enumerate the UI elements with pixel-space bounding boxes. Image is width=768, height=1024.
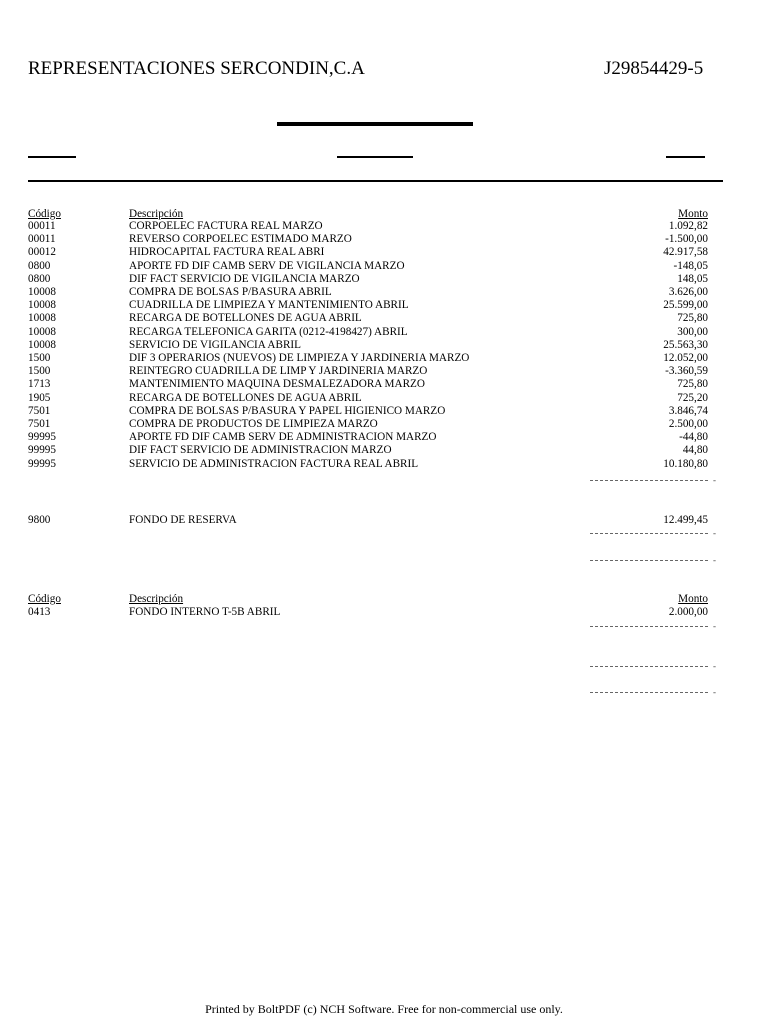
- row-code: 10008: [28, 325, 56, 338]
- column-header-amount-2: Monto: [678, 593, 708, 605]
- table-row: [0, 312, 768, 325]
- header-divider: [28, 180, 723, 182]
- reserve-amount: 12.499,45: [663, 514, 708, 526]
- column-header-amount: Monto: [678, 208, 708, 220]
- row-amount: 148,05: [677, 272, 708, 285]
- row-amount: 2.000,00: [668, 606, 708, 618]
- row-code: 0800: [28, 259, 51, 272]
- row-code: 7501: [28, 404, 51, 417]
- header-bar-right: [666, 156, 705, 158]
- row-code: 0413: [28, 606, 51, 618]
- row-description: HIDROCAPITAL FACTURA REAL ABRI: [129, 246, 325, 259]
- row-code: 10008: [28, 299, 56, 312]
- table-row: [0, 233, 768, 246]
- row-amount: 725,80: [677, 378, 708, 391]
- table-row: [0, 365, 768, 378]
- table-header-2: [0, 593, 768, 606]
- column-header-description-2: Descripción: [129, 593, 184, 605]
- table-row: [0, 378, 768, 391]
- section2-separator-3: [590, 692, 708, 693]
- table-row: [0, 246, 768, 259]
- row-description: RECARGA TELEFONICA GARITA (0212-4198427) ABRIL: [129, 325, 408, 338]
- row-code: 99995: [28, 431, 56, 444]
- row-description: DIF FACT SERVICIO DE VIGILANCIA MARZO: [129, 272, 360, 285]
- table-row: [0, 458, 768, 471]
- row-description: FONDO INTERNO T-5B ABRIL: [129, 606, 281, 618]
- table-row: [0, 418, 768, 431]
- table-row: [0, 606, 768, 619]
- row-code: 10008: [28, 312, 56, 325]
- section2-separator: [590, 626, 708, 627]
- row-code: 1500: [28, 352, 51, 364]
- total-separator: [590, 560, 708, 561]
- row-code: 00011: [28, 220, 56, 232]
- table-row: [0, 326, 768, 339]
- row-amount: 25.599,00: [663, 299, 708, 312]
- row-code: 1905: [28, 391, 51, 404]
- table-row: [0, 431, 768, 444]
- row-code: 1713: [28, 378, 51, 391]
- row-description: REVERSO CORPOELEC ESTIMADO MARZO: [129, 233, 352, 246]
- row-description: MANTENIMIENTO MAQUINA DESMALEZADORA MARZO: [129, 378, 425, 391]
- row-description: APORTE FD DIF CAMB SERV DE ADMINISTRACION MARZO: [129, 431, 437, 444]
- row-amount: 725,20: [677, 391, 708, 404]
- row-amount: -1.500,00: [665, 233, 708, 246]
- row-amount: 2.500,00: [668, 418, 708, 430]
- row-amount: 25.563,30: [663, 338, 708, 351]
- column-header-code-2: Código: [28, 593, 61, 605]
- company-rif: J29854429-5: [604, 58, 704, 79]
- row-amount: 12.052,00: [663, 352, 708, 364]
- row-description: SERVICIO DE VIGILANCIA ABRIL: [129, 338, 301, 351]
- table-row: [0, 352, 768, 365]
- row-code: 0800: [28, 272, 51, 285]
- row-amount: 725,80: [677, 312, 708, 325]
- print-footer: Printed by BoltPDF (c) NCH Software. Free for non-commercial use only.: [205, 1002, 563, 1016]
- subtotal-separator: [590, 480, 708, 481]
- table-row: [0, 444, 768, 457]
- row-code: 7501: [28, 418, 51, 430]
- row-description: COMPRA DE PRODUCTOS DE LIMPIEZA MARZO: [129, 418, 378, 430]
- table-row: [0, 392, 768, 405]
- table-row: [0, 273, 768, 286]
- row-code: 10008: [28, 338, 56, 351]
- title-bar: [277, 122, 473, 126]
- table-row: [0, 299, 768, 312]
- row-description: DIF 3 OPERARIOS (NUEVOS) DE LIMPIEZA Y JARDINERIA MARZO: [129, 352, 470, 364]
- row-amount: 10.180,80: [663, 457, 708, 470]
- row-description: COMPRA DE BOLSAS P/BASURA ABRIL: [129, 286, 332, 298]
- reserve-code: 9800: [28, 514, 51, 526]
- row-description: RECARGA DE BOTELLONES DE AGUA ABRIL: [129, 312, 362, 325]
- row-amount: -3.360,59: [665, 365, 708, 378]
- company-name: REPRESENTACIONES SERCONDIN,C.A: [28, 58, 365, 79]
- row-description: CUADRILLA DE LIMPIEZA Y MANTENIMIENTO ABRIL: [129, 299, 409, 312]
- reserve-row: [0, 514, 768, 527]
- row-description: SERVICIO DE ADMINISTRACION FACTURA REAL ABRIL: [129, 457, 419, 470]
- row-description: COMPRA DE BOLSAS P/BASURA Y PAPEL HIGIENICO MARZO: [129, 404, 446, 417]
- row-description: RECARGA DE BOTELLONES DE AGUA ABRIL: [129, 391, 362, 404]
- row-description: APORTE FD DIF CAMB SERV DE VIGILANCIA MARZO: [129, 259, 405, 272]
- reserve-separator: [590, 533, 708, 534]
- row-code: 99995: [28, 457, 56, 470]
- row-description: CORPOELEC FACTURA REAL MARZO: [129, 220, 323, 232]
- table-row: [0, 286, 768, 299]
- column-header-code: Código: [28, 208, 61, 220]
- row-amount: 44,80: [682, 444, 708, 457]
- header-bar-center: [337, 156, 413, 158]
- row-code: 99995: [28, 444, 56, 457]
- row-amount: 3.846,74: [668, 404, 708, 417]
- row-code: 00011: [28, 233, 56, 246]
- reserve-description: FONDO DE RESERVA: [129, 514, 237, 526]
- table-row: [0, 220, 768, 233]
- table-row: [0, 339, 768, 352]
- row-amount: 42.917,58: [663, 246, 708, 259]
- row-code: 1500: [28, 365, 51, 378]
- row-amount: 300,00: [677, 325, 708, 338]
- row-amount: 3.626,00: [668, 286, 708, 298]
- header-bar-left: [28, 156, 76, 158]
- section2-separator-2: [590, 666, 708, 667]
- row-amount: 1.092,82: [668, 220, 708, 232]
- row-code: 00012: [28, 246, 56, 259]
- table-row: [0, 405, 768, 418]
- row-description: DIF FACT SERVICIO DE ADMINISTRACION MARZO: [129, 444, 392, 457]
- row-amount: -44,80: [679, 431, 708, 444]
- row-amount: -148,05: [673, 259, 708, 272]
- row-description: REINTEGRO CUADRILLA DE LIMP Y JARDINERIA MARZO: [129, 365, 428, 378]
- table-row: [0, 260, 768, 273]
- column-header-description: Descripción: [129, 208, 184, 220]
- row-code: 10008: [28, 286, 56, 298]
